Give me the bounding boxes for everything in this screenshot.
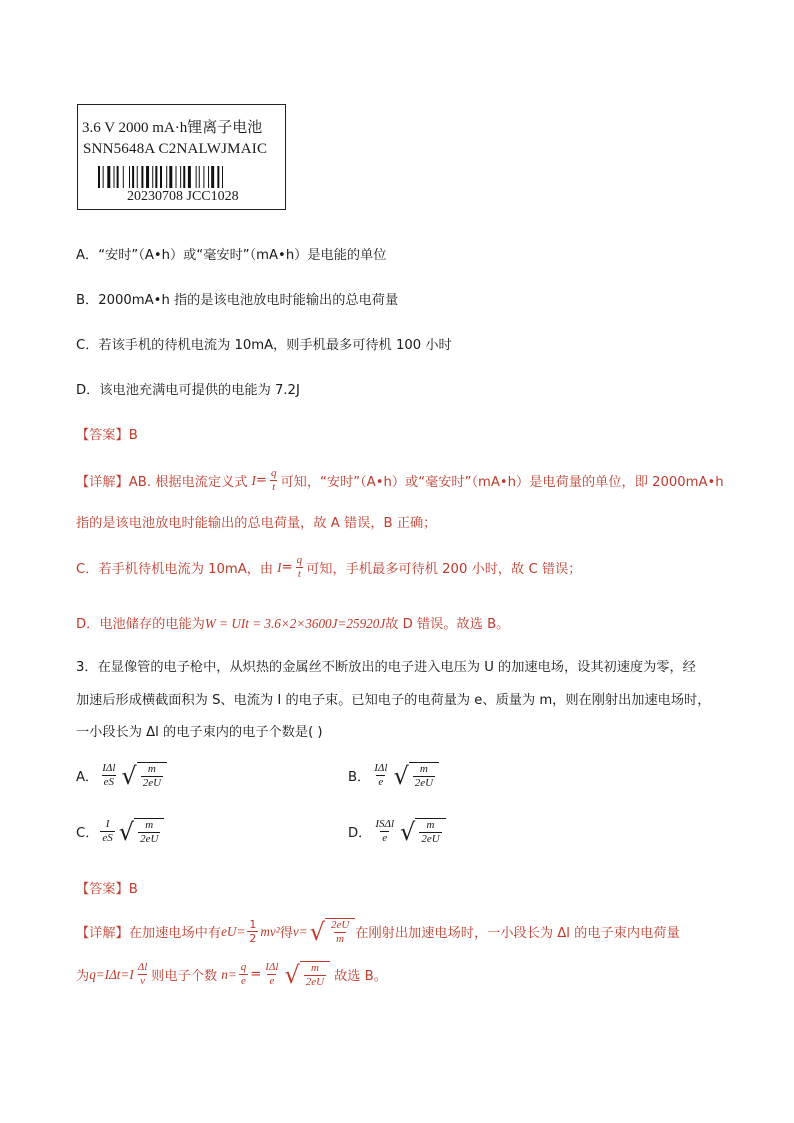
option-fraction <box>372 763 389 788</box>
option-label: A． <box>76 770 99 785</box>
fraction-numerator: IΔl <box>374 762 388 774</box>
formula-text: mv² <box>260 923 280 939</box>
formula-fraction <box>247 919 258 944</box>
fraction-denominator: e <box>378 776 384 788</box>
fraction-numerator: ISΔl <box>375 818 395 830</box>
barcode-bar <box>208 166 209 188</box>
detail-text: 可知，手机最多可待机 200 小时，故 C 错误； <box>306 562 582 577</box>
q3-detail-line-1 <box>76 918 680 945</box>
q2-option-c: C．若该手机的待机电流为 10mA，则手机最多可待机 100 小时 <box>76 338 452 353</box>
detail-text: 则电子个数 <box>151 969 218 984</box>
answer-value: B <box>128 428 138 443</box>
q3-stem-line-3: 一小段长为 Δl 的电子束内的电子个数是( ) <box>76 725 323 740</box>
barcode-bar <box>169 166 172 188</box>
barcode-bar <box>176 166 177 188</box>
barcode-bar <box>103 166 104 188</box>
fraction-denominator: eS <box>102 832 113 844</box>
radicand-numerator: m <box>419 763 428 775</box>
formula-op: = <box>250 967 262 982</box>
sqrt-radical: √ $\frac{2eU}{m}$ <box>310 918 356 945</box>
radicand-denominator: m <box>336 933 345 945</box>
q3-stem-line-2: 加速后形成横截面积为 S、电流为 I 的电子束。已知电子的电荷量为 e、质量为 m，则在刚射出加速电场时， <box>76 693 711 708</box>
radicand-numerator: m <box>310 962 319 974</box>
sqrt-radical: √ $\frac{m}{2eU}$ <box>119 818 165 845</box>
barcode-bar <box>129 166 130 188</box>
q3-option-a <box>76 762 167 789</box>
barcode-bar <box>160 166 162 188</box>
formula-op: = <box>281 560 293 575</box>
battery-label-figure <box>77 104 286 210</box>
barcode-bar <box>107 166 110 188</box>
barcode-bar <box>203 166 204 188</box>
fraction-numerator: q <box>270 467 277 479</box>
formula-fraction <box>239 962 249 987</box>
barcode-bar <box>180 166 181 188</box>
q2-detail-line-1 <box>76 468 724 493</box>
detail-text: 在刚射出加速电场时，一小段长为 Δl 的电子束内电荷量 <box>355 926 680 941</box>
sqrt-radical: √ $\frac{m}{2eU}$ <box>400 818 446 845</box>
detail-text: 故 D 错误。故选 B。 <box>385 617 510 632</box>
radicand-denominator: 2eU <box>414 777 434 789</box>
barcode-bar <box>222 166 223 188</box>
option-fraction <box>373 819 396 844</box>
barcode-bar <box>217 166 219 188</box>
formula-fraction <box>136 962 150 987</box>
option-label: C． <box>76 826 99 841</box>
detail-text: AB. 根据电流定义式 <box>128 475 248 490</box>
detail-text: D．电池储存的电能为 <box>76 617 205 632</box>
radicand-numerator: m <box>145 819 154 831</box>
sqrt-radical: √ $\frac{m}{2eU}$ <box>121 762 167 789</box>
barcode-bar <box>141 166 143 188</box>
radicand-denominator: 2eU <box>140 833 159 845</box>
q3-option-b <box>348 762 439 789</box>
detail-label: 【详解】 <box>76 475 129 490</box>
radicand-numerator: m <box>147 763 156 775</box>
formula-var: I <box>251 472 256 488</box>
q2-detail-line-4 <box>76 613 509 632</box>
fraction-numerator: q <box>296 554 303 566</box>
fraction-numerator: Δl <box>137 961 148 973</box>
fraction-numerator: 1 <box>249 918 257 931</box>
fraction-denominator: t <box>272 481 276 493</box>
formula-fraction <box>263 962 280 987</box>
barcode-bar <box>183 166 185 188</box>
q2-option-d: D．该电池充满电可提供的电能为 7.2J <box>76 383 300 398</box>
fraction-denominator: eS <box>103 776 114 788</box>
q2-detail-line-2: 指的是该电池放电时能输出的总电荷量，故 A 错误，B 正确； <box>76 516 437 531</box>
detail-text: C．若手机待机电流为 10mA，由 <box>76 562 274 577</box>
fraction-denominator: v <box>140 975 145 987</box>
answer-label: 【答案】 <box>76 428 129 443</box>
formula-text: n= <box>221 966 237 982</box>
q2-detail-line-3 <box>76 555 581 580</box>
battery-date-code-line: 20230708 JCC1028 <box>127 189 239 204</box>
detail-text: 可知，“安时”（A•h）或“毫安时”（mA•h）是电荷量的单位，即 2000mA•h <box>280 475 724 490</box>
barcode-bar <box>137 166 138 188</box>
radicand-denominator: 2eU <box>421 833 440 845</box>
q3-detail-line-2 <box>76 961 387 988</box>
detail-text: 为 <box>76 969 90 984</box>
formula-fraction <box>269 468 279 493</box>
detail-label: 【详解】 <box>76 926 129 941</box>
fraction-denominator: t <box>297 568 301 580</box>
option-label: B． <box>348 770 371 785</box>
battery-spec-line: 3.6 V 2000 mA·h锂离子电池 <box>82 120 263 136</box>
barcode-bar <box>155 166 157 188</box>
barcode-bar <box>132 166 134 188</box>
q2-option-a: A．“安时”（A•h）或“毫安时”（mA•h）是电能的单位 <box>76 248 387 263</box>
q3-option-c <box>76 818 164 845</box>
q2-answer <box>76 424 138 443</box>
radicand-denominator: 2eU <box>142 777 162 789</box>
detail-text: 在加速电场中有 <box>128 926 222 941</box>
detail-text: 得 <box>279 926 293 941</box>
fraction-numerator: IΔl <box>265 961 279 973</box>
q3-stem-line-1: 3．在显像管的电子枪中，从炽热的金属丝不断放出的电子进入电压为 U 的加速电场，设其初速度为零，经 <box>76 660 696 675</box>
fraction-denominator: e <box>241 975 246 987</box>
formula-text: eU= <box>221 923 246 939</box>
answer-value: B <box>128 882 138 897</box>
radicand-numerator: m <box>426 819 435 831</box>
formula-fraction <box>295 555 305 580</box>
radicand-denominator: 2eU <box>305 976 325 988</box>
barcode-bar <box>196 166 197 188</box>
barcode-bar <box>117 166 119 188</box>
fraction-numerator: I <box>105 818 110 830</box>
option-fraction <box>100 819 114 844</box>
formula-text: q=IΔt=I <box>89 966 134 982</box>
fraction-denominator: 2 <box>249 932 257 945</box>
formula-var: I <box>277 559 282 575</box>
q3-option-d <box>348 818 446 845</box>
barcode-bar <box>146 166 149 188</box>
barcode-bar <box>199 166 200 188</box>
sqrt-radical: √ $\frac{m}{2eU}$ <box>284 961 330 988</box>
barcode-bar <box>211 166 214 188</box>
fraction-denominator: e <box>269 975 275 987</box>
formula-op: = <box>255 473 267 488</box>
option-fraction <box>100 763 117 788</box>
energy-formula: W = UIt = 3.6×2×3600J=25920J <box>204 616 386 631</box>
battery-serial-line: SNN5648A C2NALWJMAIC <box>83 141 268 157</box>
radicand-numerator: 2eU <box>330 919 350 931</box>
fraction-denominator: e <box>382 832 388 844</box>
q2-option-b: B．2000mA•h 指的是该电池放电时能输出的总电荷量 <box>76 293 399 308</box>
barcode-graphic <box>98 166 264 188</box>
barcode-bar <box>98 166 100 188</box>
option-label: D． <box>348 826 372 841</box>
answer-label: 【答案】 <box>76 882 129 897</box>
formula-text: v= <box>292 923 308 939</box>
sqrt-radical: √ $\frac{m}{2eU}$ <box>393 762 439 789</box>
detail-text: 故选 B。 <box>334 969 387 984</box>
barcode-bar <box>152 166 153 188</box>
barcode-bar <box>166 166 167 188</box>
fraction-numerator: q <box>240 961 247 973</box>
fraction-numerator: IΔl <box>102 762 116 774</box>
barcode-bar <box>123 166 124 188</box>
q3-answer <box>76 878 138 897</box>
barcode-bar <box>188 166 191 188</box>
barcode-bar <box>114 166 115 188</box>
